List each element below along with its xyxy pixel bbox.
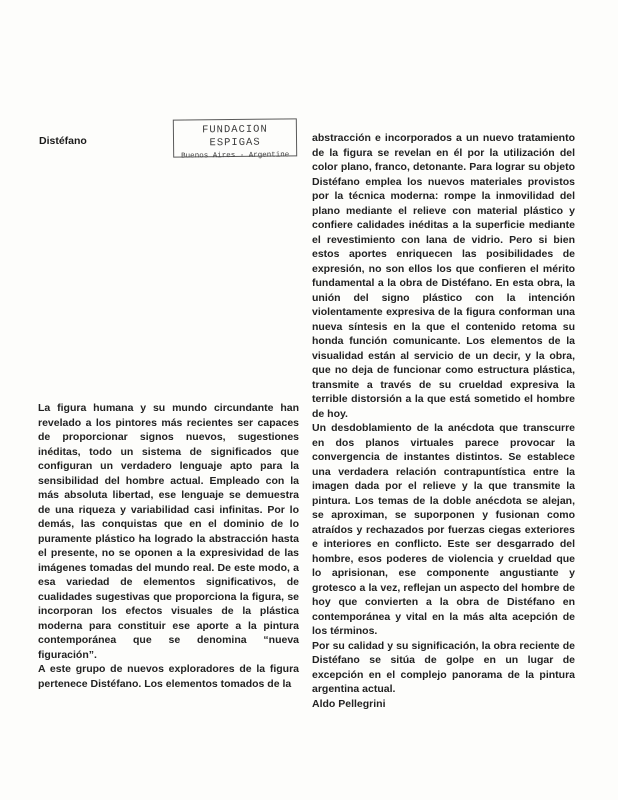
body-paragraph: Por su calidad y su significación, la obra reciente de Distéfano se sitúa de golpe en un lugar de excepción en el complejo panorama de la pintura argentina actual.	[312, 639, 575, 695]
artist-title: Distéfano	[39, 135, 87, 147]
body-paragraph: A este grupo de nuevos exploradores de la figura pertenece Distéfano. Los elementos tomados de la	[38, 663, 299, 690]
body-paragraph: Un desdoblamiento de la anécdota que transcurre en dos planos virtuales parece provocar la convergencia de instantes distintos. Se establece una verdadera relación contrapuntística entre la imagen dada por el relieve y la que transmite la pintura. Los temas de la doble anécdota se alejan, se aproximan, se suporponen y fusionan como atraídos y rechazados por fuerzas ciegas exteriores e interiores en conflicto. Este ser desgarrado del hombre, esos poderes de violencia y crueldad que lo aprisionan, ese componente angustiante y grotesco a la vez, reflejan un aspecto del hombre de hoy que convierten a la obra de Distéfano en contemporánea y vital en la más alta acepción de los términos.	[312, 422, 575, 637]
body-paragraph: abstracción e incorporados a un nuevo tratamiento de la figura se revelan en él por la utilización del color plano, franco, detonante. Para lograr su objeto Distéfano emplea los nuevos materiales provistos por la técnica moderna: rompe la inmovilidad del plano mediante el relieve con material plástico y confiere calidades inéditas a la superficie mediante el revestimiento con lana de vidrio. Pero si bien estos aportes enriquecen las posibilidades de expresión, no son ellos los que confieren el mérito fundamental a la obra de Distéfano. En esta obra, la unión del signo plástico con la intención violentamente expresiva de la figura conforman una nueva síntesis en la que el contenido retoma su honda función comunicante. Los elementos de la visualidad están al servicio de un decir, y la obra, que no deja de funcionar como estructura plástica, transmite a través de su crueldad expresiva la terrible distorsión a la que está sometido el hombre de hoy.	[312, 132, 575, 420]
fundacion-espigas-stamp	[173, 118, 297, 161]
body-paragraph: La figura humana y su mundo circundante han revelado a los pintores más recientes ser capaces de proporcionar signos nuevos, sugestiones inéditas, todo un sistema de significados que configuran un verdadero lenguaje apto para la sensibilidad del hombre actual. Empleado con la más absoluta libertad, ese lenguaje se demuestra de una riqueza y variabilidad casi infinitas. Por lo demás, las conquistas que en el dominio de lo puramente plástico ha logrado la abstracción hasta el presente, no se oponen a la expresividad de las imágenes tomadas del mundo real. De este modo, a esa variedad de elementos significativos, de cualidades sugestivas que proporciona la figura, se incorporan los efectos visuales de la plástica moderna para constituir ese aporte a la pintura contemporánea que se denomina “nueva figuración”.	[38, 402, 299, 661]
right-text-column	[312, 131, 575, 711]
stamp-line-1: FUNDACION ESPIGAS	[201, 123, 268, 150]
stamp-line-2: Buenos Aires - Argentine	[181, 151, 290, 161]
left-text-column	[38, 401, 299, 691]
author-signature: Aldo Pellegrini	[312, 697, 386, 710]
